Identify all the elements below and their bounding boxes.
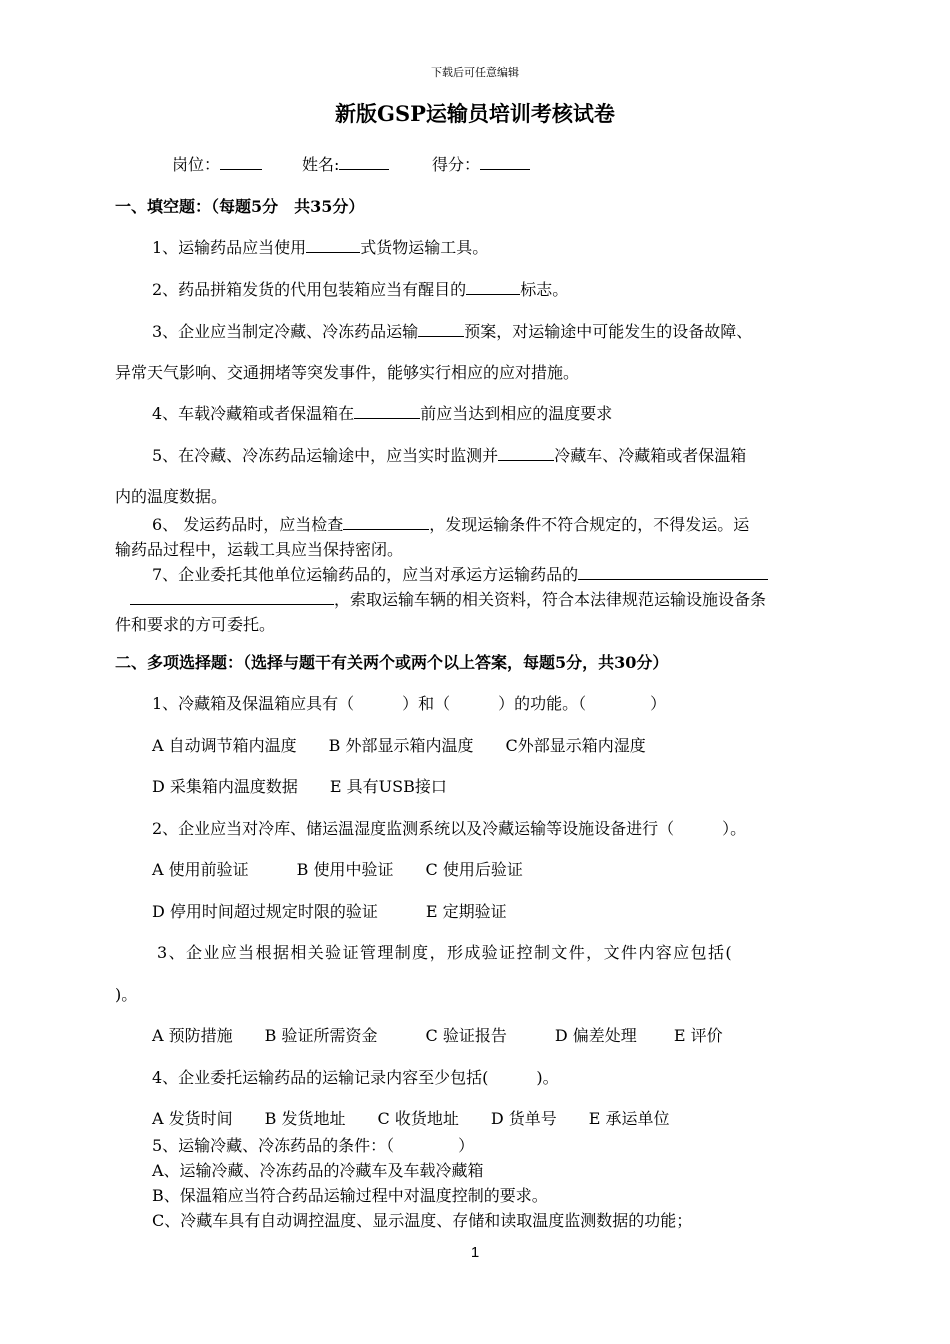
s1-q7-text-mid: ，索取运输车辆的相关资料，符合本法律规范运输设施设备条	[334, 590, 767, 609]
s1-q1	[152, 235, 488, 258]
position-blank[interactable]	[220, 152, 262, 170]
s1-q7	[152, 562, 768, 585]
s1-q1-text-end: 式货物运输工具。	[360, 238, 489, 257]
s1-q6-text-mid: ，发现运输条件不符合规定的，不得发运。运	[429, 515, 750, 534]
s1-q2-text-end: 标志。	[520, 280, 569, 299]
s1-q5	[152, 443, 746, 466]
s2-q4-options-row1: A 发货时间 B 发货地址 C 收货地址 D 货单号 E 承运单位	[152, 1109, 670, 1128]
position-label: 岗位：	[172, 155, 221, 174]
s1-q7-cont2: 件和要求的方可委托。	[115, 615, 276, 634]
s1-q2-text: 2、药品拼箱发货的代用包装箱应当有醒目的	[152, 280, 467, 299]
s1-q6-blank[interactable]	[343, 512, 429, 530]
s1-q5-cont: 内的温度数据。	[115, 487, 228, 506]
score-field	[432, 152, 530, 175]
s2-q1-options-row1: A 自动调节箱内温度 B 外部显示箱内温度 C外部显示箱内湿度	[152, 736, 646, 755]
s1-q3-text: 3、企业应当制定冷藏、冷冻药品运输	[152, 322, 419, 341]
s2-q3-options-row1: A 预防措施 B 验证所需资金 C 验证报告 D 偏差处理 E 评价	[152, 1026, 723, 1045]
s2-q3-stem: 3、企业应当根据相关验证管理制度，形成验证控制文件，文件内容应包括(	[157, 943, 734, 962]
score-blank[interactable]	[480, 152, 530, 170]
s1-q4-text-end: 前应当达到相应的温度要求	[420, 404, 613, 423]
s1-q3-blank[interactable]	[418, 319, 464, 337]
s2-q1-options-row2: D 采集箱内温度数据 E 具有USB接口	[152, 777, 447, 796]
s1-q7-cont	[130, 587, 766, 610]
name-blank[interactable]	[339, 152, 389, 170]
s1-q5-text: 5、在冷藏、冷冻药品运输途中，应当实时监测并	[152, 446, 499, 465]
name-label: 姓名:	[302, 155, 340, 174]
s1-q2	[152, 277, 568, 300]
s2-q5-option-c: C、冷藏车具有自动调控温度、显示温度、存储和读取温度监测数据的功能；	[152, 1211, 693, 1230]
s1-q3-cont: 异常天气影响、交通拥堵等突发事件，能够实行相应的应对措施。	[115, 363, 580, 382]
s2-q2-options-row1: A 使用前验证 B 使用中验证 C 使用后验证	[152, 860, 523, 879]
s2-q5-option-b: B、保温箱应当符合药品运输过程中对温度控制的要求。	[152, 1186, 548, 1205]
section1-heading: 一、填空题：（每题5分 共35分）	[115, 197, 365, 216]
s1-q6-cont: 输药品过程中，运载工具应当保持密闭。	[115, 540, 404, 559]
page-number: 1	[470, 1244, 480, 1261]
s1-q7-blank[interactable]	[578, 562, 768, 580]
s1-q3-text-mid: 预案，对运输途中可能发生的设备故障、	[464, 322, 753, 341]
header-note: 下载后可任意编辑	[431, 66, 519, 79]
name-field	[302, 152, 389, 175]
s1-q2-blank[interactable]	[466, 277, 520, 295]
s2-q5-stem: 5、运输冷藏、冷冻药品的条件：（ ）	[152, 1136, 475, 1155]
s1-q7-blank2[interactable]	[130, 587, 334, 605]
s1-q3	[152, 319, 752, 342]
section2-heading: 二、多项选择题：（选择与题干有关两个或两个以上答案，每题5分，共30分）	[115, 653, 669, 672]
s1-q1-text: 1、运输药品应当使用	[152, 238, 307, 257]
s1-q4	[152, 401, 612, 424]
s1-q4-text: 4、车载冷藏箱或者保温箱在	[152, 404, 355, 423]
s1-q5-text-mid: 冷藏车、冷藏箱或者保温箱	[554, 446, 747, 465]
s2-q5-option-a: A、运输冷藏、冷冻药品的冷藏车及车载冷藏箱	[152, 1161, 484, 1180]
s2-q4-stem: 4、企业委托运输药品的运输记录内容至少包括( )。	[152, 1068, 559, 1087]
s2-q3-stem-cont: )。	[115, 985, 138, 1004]
s1-q4-blank[interactable]	[354, 401, 420, 419]
s2-q2-options-row2: D 停用时间超过规定时限的验证 E 定期验证	[152, 902, 507, 921]
s2-q2-stem: 2、企业应当对冷库、储运温湿度监测系统以及冷藏运输等设施设备进行（ ）。	[152, 819, 747, 838]
s1-q6	[152, 512, 749, 535]
position-field	[172, 152, 262, 175]
exam-title: 新版GSP运输员培训考核试卷	[335, 101, 615, 126]
s2-q1-stem: 1、冷藏箱及保温箱应具有（ ）和（ ）的功能。（ ）	[152, 694, 667, 713]
s1-q6-text: 6、 发运药品时，应当检查	[152, 515, 344, 534]
s1-q1-blank[interactable]	[306, 235, 360, 253]
score-label: 得分：	[432, 155, 481, 174]
s1-q5-blank[interactable]	[498, 443, 554, 461]
s1-q7-text: 7、企业委托其他单位运输药品的，应当对承运方运输药品的	[152, 565, 579, 584]
